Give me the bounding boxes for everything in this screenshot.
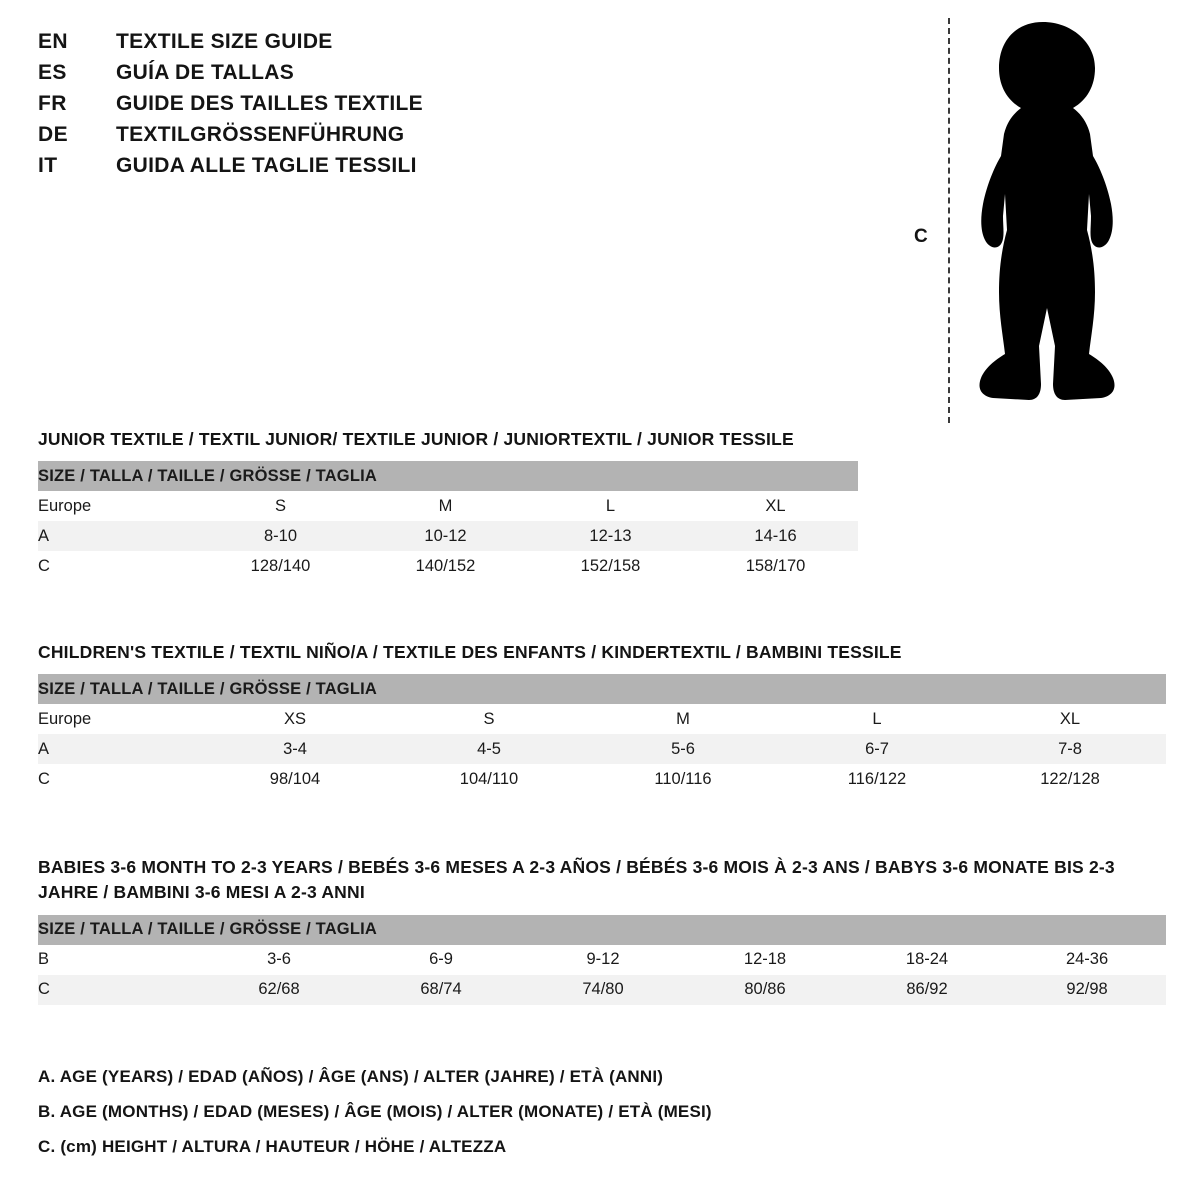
table-header-row <box>38 461 858 491</box>
footnotes-block <box>38 1068 1138 1173</box>
section-babies-title: BABIES 3-6 MONTH TO 2-3 YEARS / BEBÉS 3-6 MESES A 2-3 AÑOS / BÉBÉS 3-6 MOIS À 2-3 ANS / BABYS 3-6 MONATE BIS 2-3 JAHRE / BAMBINI 3-6 MESI A 2-3 ANNI <box>38 857 1115 903</box>
junior-size-table <box>38 461 858 581</box>
cell-value: 5-6 <box>586 734 780 764</box>
cell-value: 4-5 <box>392 734 586 764</box>
cell-value: 3-6 <box>198 945 360 975</box>
table-row <box>38 734 1166 764</box>
cell-value: L <box>780 704 974 734</box>
height-dashed-line <box>948 18 950 423</box>
section-children <box>38 640 1166 794</box>
table-row <box>38 764 1166 794</box>
cell-value: 80/86 <box>684 975 846 1005</box>
children-size-header-label: SIZE / TALLA / TAILLE / GRÖSSE / TAGLIA <box>38 674 1166 704</box>
cell-value: 152/158 <box>528 551 693 581</box>
row-label: C <box>38 764 198 794</box>
cell-value: M <box>586 704 780 734</box>
cell-value: 6-7 <box>780 734 974 764</box>
section-babies <box>38 855 1166 1005</box>
cell-value: 140/152 <box>363 551 528 581</box>
cell-value: 10-12 <box>363 521 528 551</box>
footnote-c: C. (cm) HEIGHT / ALTURA / HAUTEUR / HÖHE / ALTEZZA <box>38 1137 507 1156</box>
language-code-it: IT <box>38 154 58 177</box>
language-row-es <box>38 61 598 92</box>
language-row-fr <box>38 92 598 123</box>
language-row-it <box>38 154 598 185</box>
children-size-table <box>38 674 1166 794</box>
cell-value: L <box>528 491 693 521</box>
cell-value: XL <box>693 491 858 521</box>
table-row <box>38 551 858 581</box>
language-text-en: TEXTILE SIZE GUIDE <box>116 30 333 53</box>
table-header-row <box>38 674 1166 704</box>
cell-value: 7-8 <box>974 734 1166 764</box>
section-junior-title: JUNIOR TEXTILE / TEXTIL JUNIOR/ TEXTILE JUNIOR / JUNIORTEXTIL / JUNIOR TESSILE <box>38 429 794 449</box>
language-text-fr: GUIDE DES TAILLES TEXTILE <box>116 92 423 115</box>
row-label: C <box>38 551 198 581</box>
footnote-b: B. AGE (MONTHS) / EDAD (MESES) / ÂGE (MOIS) / ALTER (MONATE) / ETÀ (MESI) <box>38 1102 712 1121</box>
toddler-silhouette-icon <box>955 16 1145 426</box>
cell-value: 116/122 <box>780 764 974 794</box>
language-code-fr: FR <box>38 92 67 115</box>
row-label: Europe <box>38 491 198 521</box>
cell-value: XL <box>974 704 1166 734</box>
cell-value: 24-36 <box>1008 945 1166 975</box>
table-row <box>38 975 1166 1005</box>
height-measure-label: C <box>914 226 928 247</box>
cell-value: 18-24 <box>846 945 1008 975</box>
table-header-row <box>38 915 1166 945</box>
table-row <box>38 704 1166 734</box>
cell-value: 9-12 <box>522 945 684 975</box>
cell-value: 62/68 <box>198 975 360 1005</box>
language-row-de <box>38 123 598 154</box>
language-code-de: DE <box>38 123 68 146</box>
row-label: A <box>38 521 198 551</box>
row-label: C <box>38 975 198 1005</box>
cell-value: S <box>198 491 363 521</box>
section-children-title: CHILDREN'S TEXTILE / TEXTIL NIÑO/A / TEXTILE DES ENFANTS / KINDERTEXTIL / BAMBINI TESSILE <box>38 642 902 662</box>
row-label: B <box>38 945 198 975</box>
language-code-es: ES <box>38 61 67 84</box>
cell-value: 110/116 <box>586 764 780 794</box>
cell-value: 12-18 <box>684 945 846 975</box>
cell-value: 122/128 <box>974 764 1166 794</box>
cell-value: 158/170 <box>693 551 858 581</box>
footnote-a: A. AGE (YEARS) / EDAD (AÑOS) / ÂGE (ANS) / ALTER (JAHRE) / ETÀ (ANNI) <box>38 1067 664 1086</box>
table-row <box>38 521 858 551</box>
cell-value: 92/98 <box>1008 975 1166 1005</box>
language-code-en: EN <box>38 30 68 53</box>
row-label: A <box>38 734 198 764</box>
section-junior <box>38 427 1166 581</box>
table-row <box>38 491 858 521</box>
cell-value: 68/74 <box>360 975 522 1005</box>
language-title-block <box>38 30 598 185</box>
language-text-it: GUIDA ALLE TAGLIE TESSILI <box>116 154 417 177</box>
height-figure <box>900 8 1150 428</box>
junior-size-header-label: SIZE / TALLA / TAILLE / GRÖSSE / TAGLIA <box>38 461 858 491</box>
cell-value: 104/110 <box>392 764 586 794</box>
cell-value: M <box>363 491 528 521</box>
cell-value: S <box>392 704 586 734</box>
cell-value: XS <box>198 704 392 734</box>
language-row-en <box>38 30 598 61</box>
language-text-es: GUÍA DE TALLAS <box>116 61 295 84</box>
language-text-de: TEXTILGRÖSSENFÜHRUNG <box>116 123 405 146</box>
cell-value: 3-4 <box>198 734 392 764</box>
cell-value: 98/104 <box>198 764 392 794</box>
cell-value: 12-13 <box>528 521 693 551</box>
cell-value: 6-9 <box>360 945 522 975</box>
cell-value: 86/92 <box>846 975 1008 1005</box>
cell-value: 74/80 <box>522 975 684 1005</box>
cell-value: 14-16 <box>693 521 858 551</box>
babies-size-header-label: SIZE / TALLA / TAILLE / GRÖSSE / TAGLIA <box>38 915 1166 945</box>
cell-value: 8-10 <box>198 521 363 551</box>
babies-size-table <box>38 915 1166 1005</box>
cell-value: 128/140 <box>198 551 363 581</box>
row-label: Europe <box>38 704 198 734</box>
table-row <box>38 945 1166 975</box>
